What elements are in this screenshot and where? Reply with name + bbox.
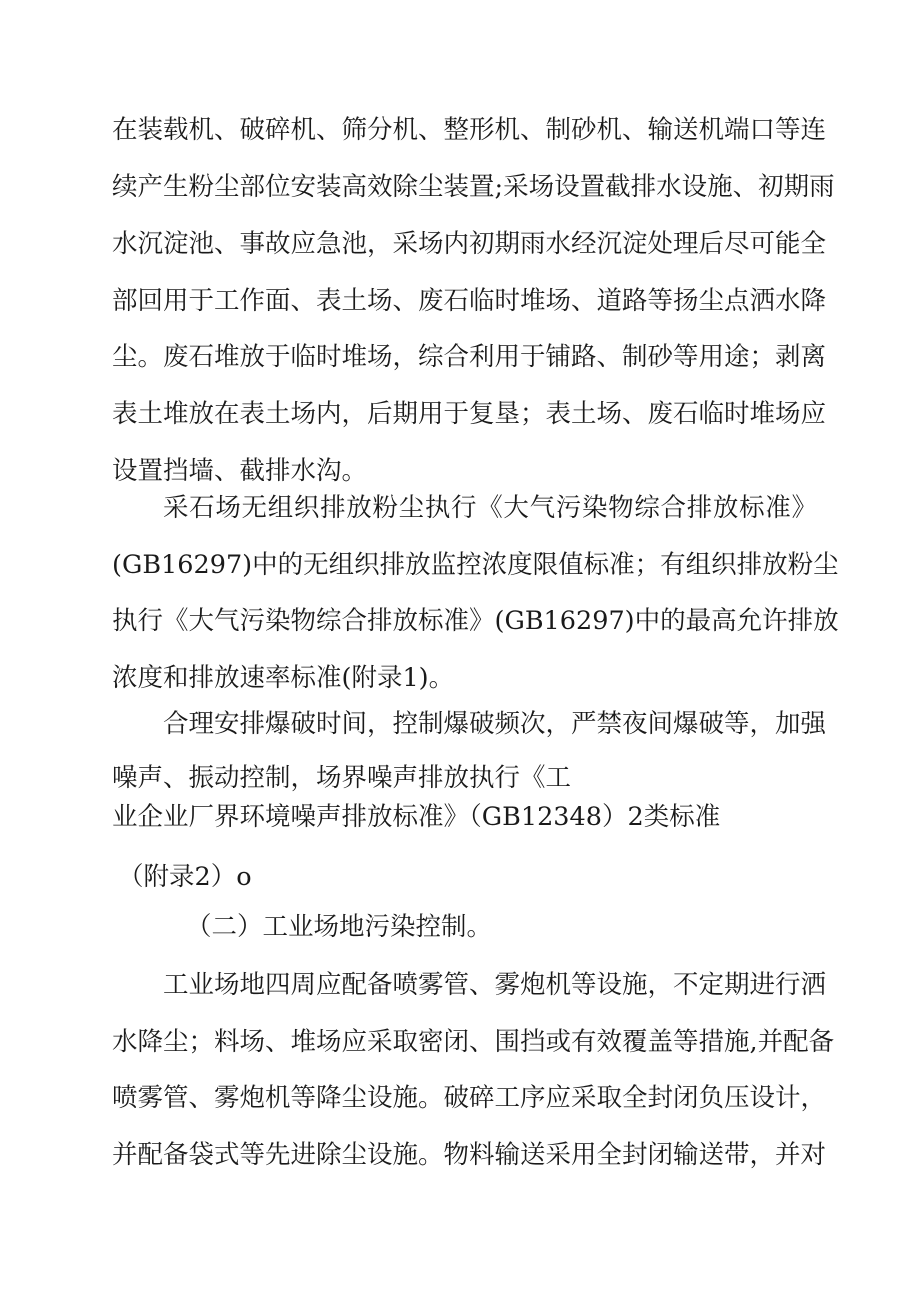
text-line: 表土堆放在表土场内，后期用于复垦；表土场、废石临时堆场应	[112, 399, 827, 429]
text-line: （附录2）o	[118, 862, 252, 892]
text-line: (GB16297)中的无组织排放监控浓度限值标准；有组织排放粉尘	[112, 550, 839, 580]
text-line: 在装载机、破碎机、筛分机、整形机、制砂机、输送机端口等连	[112, 115, 827, 145]
text-line: 续产生粉尘部位安装高效除尘装置;采场设置截排水设施、初期雨	[112, 172, 835, 202]
section-heading: （二）工业场地污染控制。	[186, 912, 493, 942]
text-line: 设置挡墙、截排水沟。	[112, 456, 368, 486]
text-line: 执行《大气污染物综合排放标准》(GB16297)中的最高允许排放	[112, 606, 839, 636]
text-line: 水降尘；料场、堆场应采取密闭、围挡或有效覆盖等措施,并配备	[112, 1027, 835, 1057]
text-line: 合理安排爆破时间，控制爆破频次，严禁夜间爆破等，加强	[163, 709, 827, 739]
text-line: 部回用于工作面、表土场、废石临时堆场、道路等扬尘点洒水降	[112, 286, 827, 316]
text-line: 水沉淀池、事故应急池，采场内初期雨水经沉淀处理后尽可能全	[112, 229, 827, 259]
text-line: 浓度和排放速率标准(附录1)。	[112, 663, 455, 693]
text-line: 工业场地四周应配备喷雾管、雾炮机等设施，不定期进行洒	[163, 970, 827, 1000]
text-line: 喷雾管、雾炮机等降尘设施。破碎工序应采取全封闭负压设计，	[112, 1083, 827, 1113]
text-line: 并配备袋式等先进除尘设施。物料输送采用全封闭输送带，并对	[112, 1140, 827, 1170]
text-line: 业企业厂界环境噪声排放标准》（GB12348）2类标准	[112, 802, 721, 832]
text-line: 尘。废石堆放于临时堆场，综合利用于铺路、制砂等用途；剥离	[112, 342, 827, 372]
text-line: 采石场无组织排放粉尘执行《大气污染物综合排放标准》	[163, 493, 817, 523]
text-line: 噪声、振动控制，场界噪声排放执行《工	[112, 763, 572, 793]
